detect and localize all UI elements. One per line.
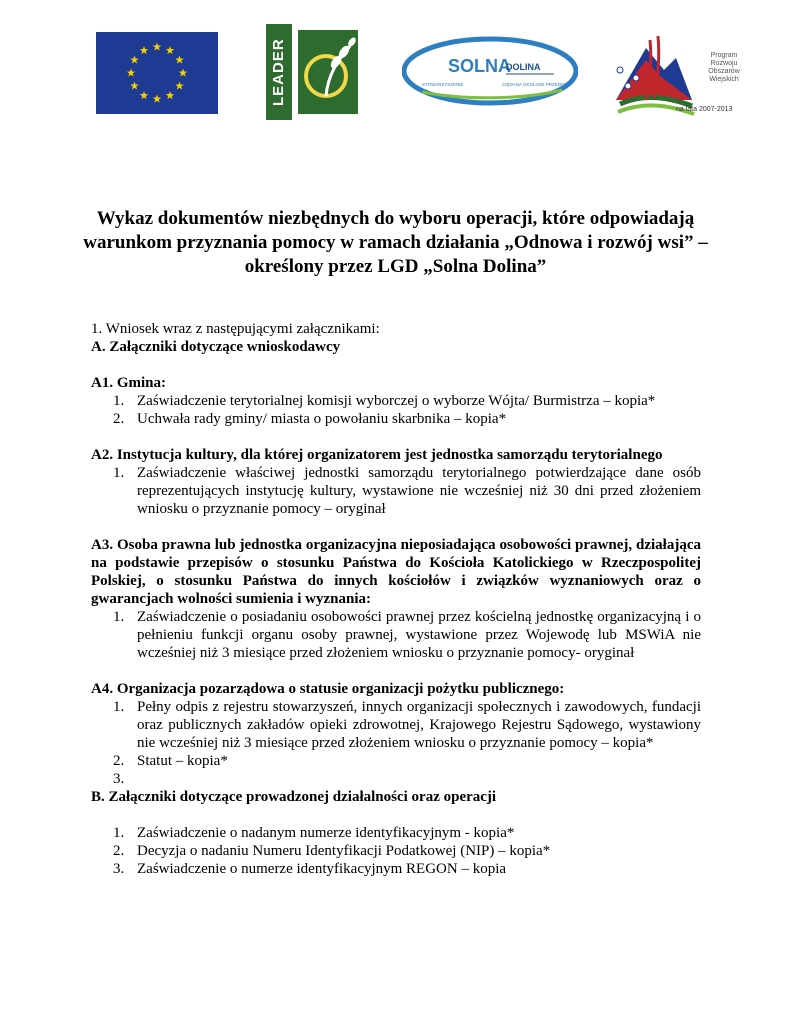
list-item: 2. Uchwała rady gminy/ miasta o powołaniu skarbnika – kopia* [113,411,507,427]
section-a-heading: A. Załączniki dotyczące wnioskodawcy [91,339,341,355]
a1-list [91,392,701,428]
solna-left-small: STOWARZYSZENIE [422,82,464,87]
eu-flag-logo [96,32,218,114]
prow-logo [606,30,750,118]
a4-list [91,698,701,788]
logo-row [0,22,791,122]
b-list [91,824,701,878]
a1-heading: A1. Gmina: [91,375,166,391]
list-item: 1. Zaświadczenie właściwej jednostki samorządu terytorialnego potwierdzające dane osób reprezentujących instytucję kultury, wystawione nie wcześniej niż 30 dni przed złożeniem wniosku o przyznanie pomocy – oryginał [113,465,701,517]
title-line-2: warunkom przyznania pomocy w ramach działania „Odnowa i rozwój wsi” – [83,232,708,253]
solna-dolina-logo [402,36,578,106]
document-body [91,320,701,878]
solna-right-small: CIĘDANA OKOŁOWI PRZEDECZ [502,82,571,87]
list-item: 1. Zaświadczenie o nadanym numerze identyfikacyjnym - kopia* [113,825,515,841]
prow-title-text: Program Rozwoju Obszarów Wiejskich [708,52,740,83]
a2-list [91,464,701,518]
intro-line: 1. Wniosek wraz z następującymi załącznikami: [91,321,380,337]
prow-emblem-icon [606,30,696,118]
list-item: 2. Statut – kopia* [113,753,228,769]
list-item: 3. [113,771,125,787]
leader-text: LEADER [270,38,287,106]
a4-heading: A4. Organizacja pozarządowa o statusie organizacji pożytku publicznego: [91,681,565,697]
a3-list [91,608,701,662]
prow-years-text: na lata 2007-2013 [676,106,733,113]
title-line-1: Wykaz dokumentów niezbędnych do wyboru operacji, które odpowiadają [96,208,695,229]
solna-main-text: SOLNA [448,56,511,76]
title-line-3: określony przez LGD „Solna Dolina” [244,256,547,277]
leader-logo [266,24,364,120]
list-item: 1. Zaświadczenie o posiadaniu osobowości prawnej przez kościelną jednostkę organizacyjną i o pełnieniu funkcji organu osoby prawnej, wystawione przez Wojewodę lub MSWiA nie wcześniej niż 3 miesiące przed złożeniem wniosku o przyznanie pomocy- oryginał [113,609,701,661]
section-b-heading: B. Załączniki dotyczące prowadzonej działalności oraz operacji [91,789,497,805]
a3-heading: A3. Osoba prawna lub jednostka organizacyjna nieposiadająca osobowości prawnej, działająca na podstawie przepisów o stosunku Państwa do Kościoła Katolickiego w Rzeczpospolitej Polskiej, o stosunku Państwa do innych kościołów i związków wyznaniowych oraz o gwarancjach wolności sumienia i wyznania: [91,537,701,607]
solna-sub-text: DOLINA [506,62,541,72]
list-item: 1. Pełny odpis z rejestru stowarzyszeń, innych organizacji społecznych i zawodowych, fundacji oraz publicznych zakładów opieki zdrowotnej, Krajowego Rejestru Sądowego, wystawiony nie wcześniej niż 3 miesiące przed złożeniem wniosku o przyznanie pomocy – kopia* [113,699,701,751]
list-item: 2. Decyzja o nadaniu Numeru Identyfikacji Podatkowej (NIP) – kopia* [113,843,551,859]
list-item: 3. Zaświadczenie o numerze identyfikacyjnym REGON – kopia [113,861,507,877]
document-title [60,207,731,279]
list-item: 1. Zaświadczenie terytorialnej komisji wyborczej o wyborze Wójta/ Burmistrza – kopia* [113,393,656,409]
a2-heading: A2. Instytucja kultury, dla której organizatorem jest jednostka samorządu terytorialnego [91,447,663,463]
